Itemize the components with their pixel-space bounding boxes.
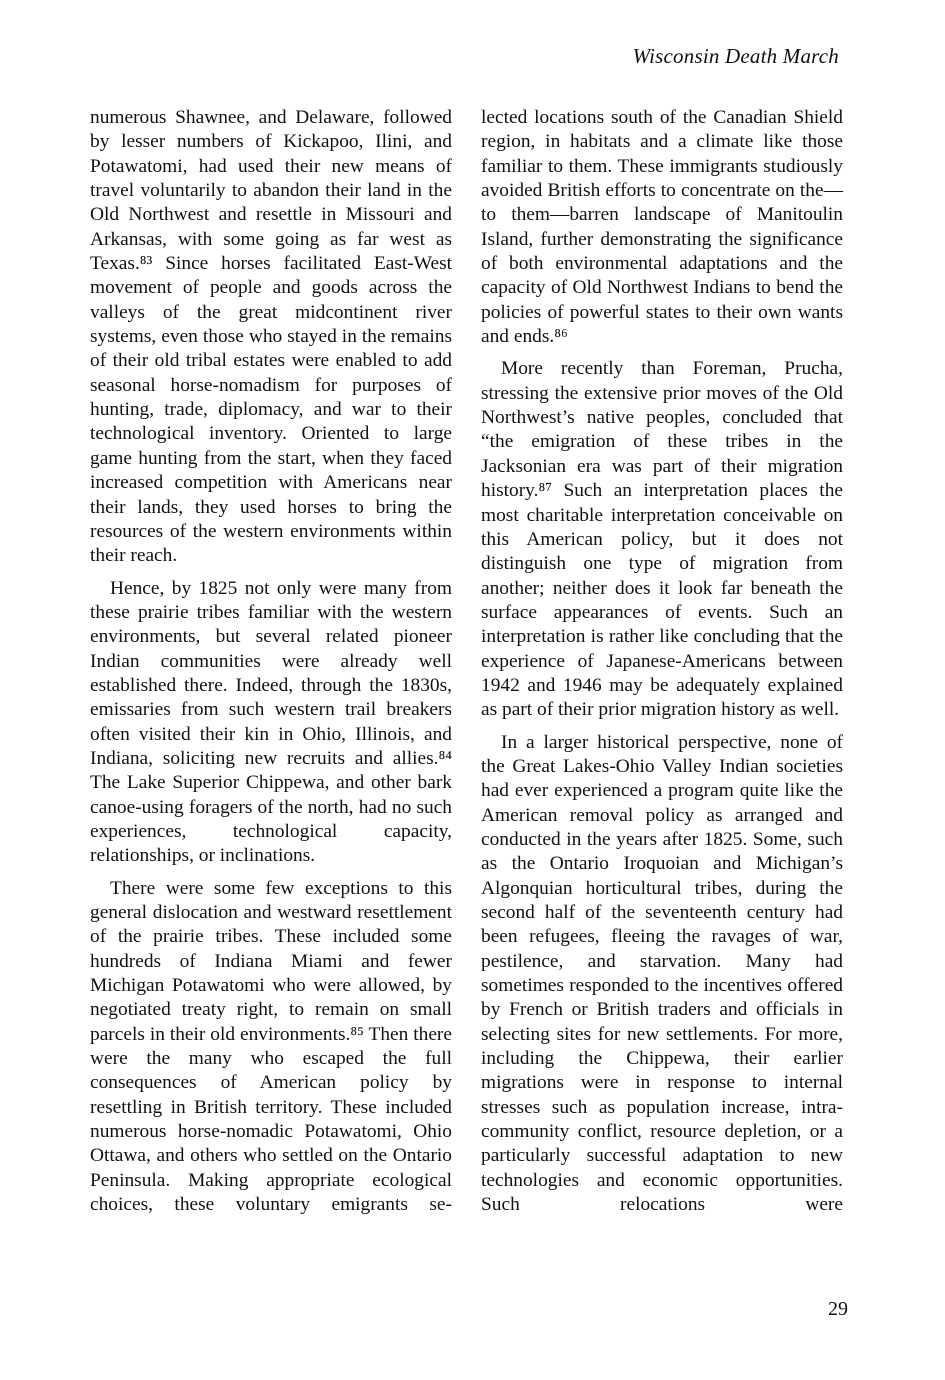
paragraph: There were some few exceptions to this general dislocation and westward resettlement of the prairie tribes. These included some hundreds of Indiana Miami and fewer Michigan Potawatomi who were allowed, by negotiated treaty right, to remain on small parcels in their old environments.⁸⁵ Then there were the many who escaped the full consequences of American policy by resettling in British territory. These included numerous horse-nomadic Potawatomi, Ohio Ottawa, and others who settled on the Ontario Peninsula. Making appropriate ecological choices, these voluntary emigrants se- <box>90 877 452 1216</box>
running-head: Wisconsin Death March <box>632 44 839 68</box>
left-column <box>90 106 452 1225</box>
paragraph: More recently than Foreman, Prucha, stressing the extensive prior moves of the Old Northwest’s native peoples, concluded that “the emigration of these tribes in the Jacksonian era was part of their migration history.⁸⁷ Such an interpretation places the most charitable interpretation conceivable on this American policy, but it does not distinguish one type of migration from another; neither does it look far beneath the surface appearances of events. Such an interpretation is rather like concluding that the experience of Japanese-Americans between 1942 and 1946 may be adequately explained as part of their prior migration history as well. <box>481 358 843 721</box>
paragraph: lected locations south of the Canadian Shield region, in habitats and a climate like those familiar to them. These immigrants studiously avoided British efforts to concentrate on the—to them—barren landscape of Manitoulin Island, further demonstrating the significance of both environmental adaptations and the capacity of Old Northwest Indians to bend the policies of powerful states to their own wants and ends.⁸⁶ <box>481 107 843 348</box>
paragraph: In a larger historical perspective, none of the Great Lakes-Ohio Valley Indian societies had ever experienced a program quite like the American removal policy as arranged and conducted in the years after 1825. Some, such as the Ontario Iroquoian and Michigan’s Algonquian horticultural tribes, during the second half of the seventeenth century had been refugees, fleeing the ravages of war, pestilence, and starvation. Many had sometimes responded to the incentives offered by French or British traders and officials in selecting sites for new settlements. For more, including the Chippewa, their earlier migrations were in response to internal stresses such as population increase, intra-community conflict, resource depletion, or a particularly successful adaptation to new technologies and economic opportunities. Such relocations were <box>481 731 843 1216</box>
paragraph: Hence, by 1825 not only were many from these prairie tribes familiar with the western environments, but several related pioneer Indian communities were already well established there. Indeed, through the 1830s, emissaries from such western trail breakers often visited their kin in Ohio, Illinois, and Indiana, soliciting new recruits and allies.⁸⁴ The Lake Superior Chippewa, and other bark canoe-using foragers of the north, had no such experiences, technological capacity, relationships, or inclinations. <box>90 577 452 867</box>
paragraph: numerous Shawnee, and Delaware, followed by lesser numbers of Kickapoo, Ilini, and Potawatomi, had used their new means of travel voluntarily to abandon their land in the Old Northwest and resettle in Missouri and Arkansas, with some going as far west as Texas.⁸³ Since horses facilitated East-West movement of people and goods across the valleys of the great midcontinent river systems, even those who stayed in the remains of their old tribal estates were enabled to add seasonal horse-nomadism for purposes of hunting, trade, diplomacy, and war to their technological inventory. Oriented to large game hunting from the start, when they faced increased competition with Americans near their lands, they used horses to bring the resources of the western environments within their reach. <box>90 107 452 567</box>
page-number: 29 <box>828 1298 848 1320</box>
right-column <box>481 106 843 1225</box>
